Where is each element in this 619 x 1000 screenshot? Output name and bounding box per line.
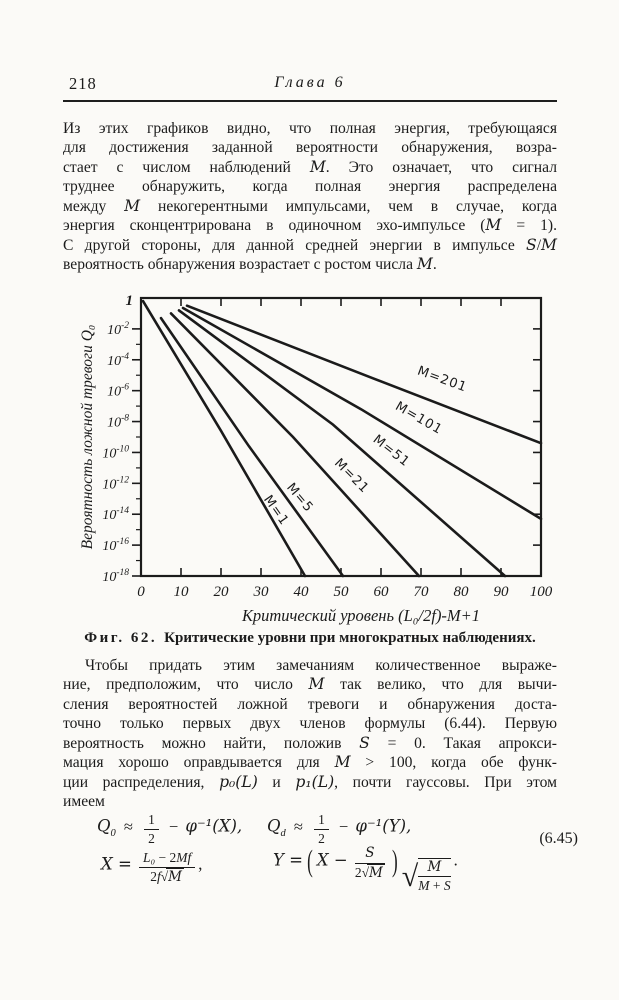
chapter-title: Глава 6 xyxy=(274,74,346,91)
approx-sign: ≈ xyxy=(123,816,133,836)
figure-caption xyxy=(63,630,557,647)
minus-sign: − xyxy=(168,816,179,836)
text-line: Чтобы придать этим замечаниям количественное выраже- xyxy=(85,657,557,674)
plot-frame xyxy=(141,298,541,576)
x-tick-label: 60 xyxy=(373,584,389,600)
curve-label-M=1: M=1 xyxy=(260,492,292,529)
x-tick-label: 70 xyxy=(413,584,429,600)
x-axis-label: Критический уровень (L₀/2f)-M+1 xyxy=(241,606,481,625)
phi-inverse-x: φ⁻¹(X), xyxy=(185,816,243,836)
curve-label-M=21: M=21 xyxy=(331,455,372,497)
qd-subscript: d xyxy=(280,827,286,839)
x-tick-label: 50 xyxy=(333,584,349,600)
q0-symbol: Q xyxy=(97,816,111,836)
sqrt-m-over-m-plus-s: √ $\frac{M}{M + S}$ xyxy=(401,858,451,894)
y-tick-label: $10^{-6}$ xyxy=(107,382,129,400)
y-tick-label: $10^{-18}$ xyxy=(102,568,129,585)
paragraph-1 xyxy=(63,119,557,275)
sqrt-m: √M xyxy=(160,868,182,885)
x-tick-label: 10 xyxy=(173,584,189,600)
text-line: Из этих графиков видно, что полная энергия, требующаяся xyxy=(63,120,557,137)
text-line: сления вероятностей ложной тревоги и обнаружения доста- xyxy=(63,695,557,713)
text-line: С другой стороны, для данной средней энергии в импульсе S/M xyxy=(63,235,557,254)
curve-label-M=51: M=51 xyxy=(369,432,413,471)
fraction-s: $\frac{S}{2√M}$ xyxy=(354,845,383,881)
y-tick-label: $10^{-4}$ xyxy=(107,351,129,369)
curve-M=201 xyxy=(187,306,541,444)
approx-sign: ≈ xyxy=(293,816,303,836)
text-line: для достижения заданной вероятности обнаружения, возра- xyxy=(63,139,557,157)
y-tick-label: $10^{-14}$ xyxy=(102,506,129,524)
text-line: энергия сконцентрирована в одиночном эхо-импульсе (M = 1). xyxy=(63,216,557,235)
paragraph-2 xyxy=(63,656,557,812)
text-line: вероятность можно найти, положив S = 0. Такая апрокси- xyxy=(63,733,557,752)
x-tick-label: 80 xyxy=(453,584,469,600)
y-tick-label: $10^{-16}$ xyxy=(102,537,129,555)
x-tick-label: 40 xyxy=(293,584,309,600)
x-tick-label: 100 xyxy=(529,584,553,600)
equation-6-45 xyxy=(63,810,578,900)
fraction-half: $\frac{1}{2}$ xyxy=(144,812,159,846)
x-tick-label: 90 xyxy=(493,584,509,600)
text-line: стает с числом наблюдений M. Это означает, что сигнал xyxy=(63,157,557,176)
y-tick-label: $10^{-8}$ xyxy=(107,413,129,431)
equation-q0 xyxy=(97,812,242,846)
close-paren: ) xyxy=(391,843,398,878)
equation-x: X = $\frac{\text{L₀ − 2Mf}}{2f√M}$ , xyxy=(101,850,203,885)
header-rule xyxy=(63,100,557,102)
text-line: ние, предположим, что число M так велико, что для вычи- xyxy=(63,675,558,694)
text-line: ции распределения, p₀(L) и p₁(L), почти гауссовы. При этом xyxy=(63,772,557,791)
text-line: имеем xyxy=(63,793,105,811)
fraction-x: $\frac{\text{L₀ − 2Mf}}{2f√M}$ xyxy=(139,850,195,885)
figure-62-chart xyxy=(60,283,580,633)
y-tick-label-one: 1 xyxy=(125,293,133,309)
minus-sign: − xyxy=(338,816,349,836)
y-tick-label: $10^{-12}$ xyxy=(102,475,129,493)
q0-subscript: 0 xyxy=(110,827,116,839)
y-tick-label: $10^{-2}$ xyxy=(107,320,129,338)
y-axis-label: Вероятность ложной тревоги Q₀ xyxy=(79,324,96,550)
figure-caption-label: Фиг. 62. xyxy=(84,630,158,646)
curve-label-M=5: M=5 xyxy=(283,480,317,516)
curve-label-M=201: M=201 xyxy=(415,363,470,396)
text-line: труднее обнаружить, когда полная энергия распределена xyxy=(63,178,557,196)
equation-number: (6.45) xyxy=(539,830,578,847)
page-header xyxy=(63,74,557,94)
text-line: вероятность обнаружения возрастает с ростом числа M. xyxy=(63,255,437,274)
page-number: 218 xyxy=(69,74,97,93)
x-symbol: X = xyxy=(101,854,132,874)
text-line: между M некогерентными импульсами, чем в случае, когда xyxy=(63,196,557,215)
sqrt-m: √M xyxy=(361,864,383,881)
text-line: точно только первых двух членов формулы (6.44). Первую xyxy=(63,715,557,733)
figure-caption-text: Критические уровни при многократных наблюдениях. xyxy=(164,630,536,646)
fraction-half: $\frac{1}{2}$ xyxy=(314,812,329,846)
open-paren: ( xyxy=(307,843,313,878)
y-symbol: Y = xyxy=(273,850,303,870)
x-tick-label: 30 xyxy=(253,584,269,600)
figure-62 xyxy=(60,283,580,633)
qd-symbol: Q xyxy=(267,816,281,836)
equation-y: Y = ( X − $\frac{S}{2√M}$ ) √ $\frac{M}{M + S}$ . xyxy=(273,843,458,894)
curve-label-M=101: M=101 xyxy=(392,399,445,439)
equation-qd xyxy=(267,812,411,846)
phi-inverse-y: φ⁻¹(Y), xyxy=(355,816,412,836)
text-line: мация хорошо оправдывается для M > 100, когда обе функ- xyxy=(63,753,557,772)
x-tick-label: 20 xyxy=(213,584,229,600)
x-tick-label: 0 xyxy=(137,584,145,600)
y-tick-label: $10^{-10}$ xyxy=(102,444,129,462)
